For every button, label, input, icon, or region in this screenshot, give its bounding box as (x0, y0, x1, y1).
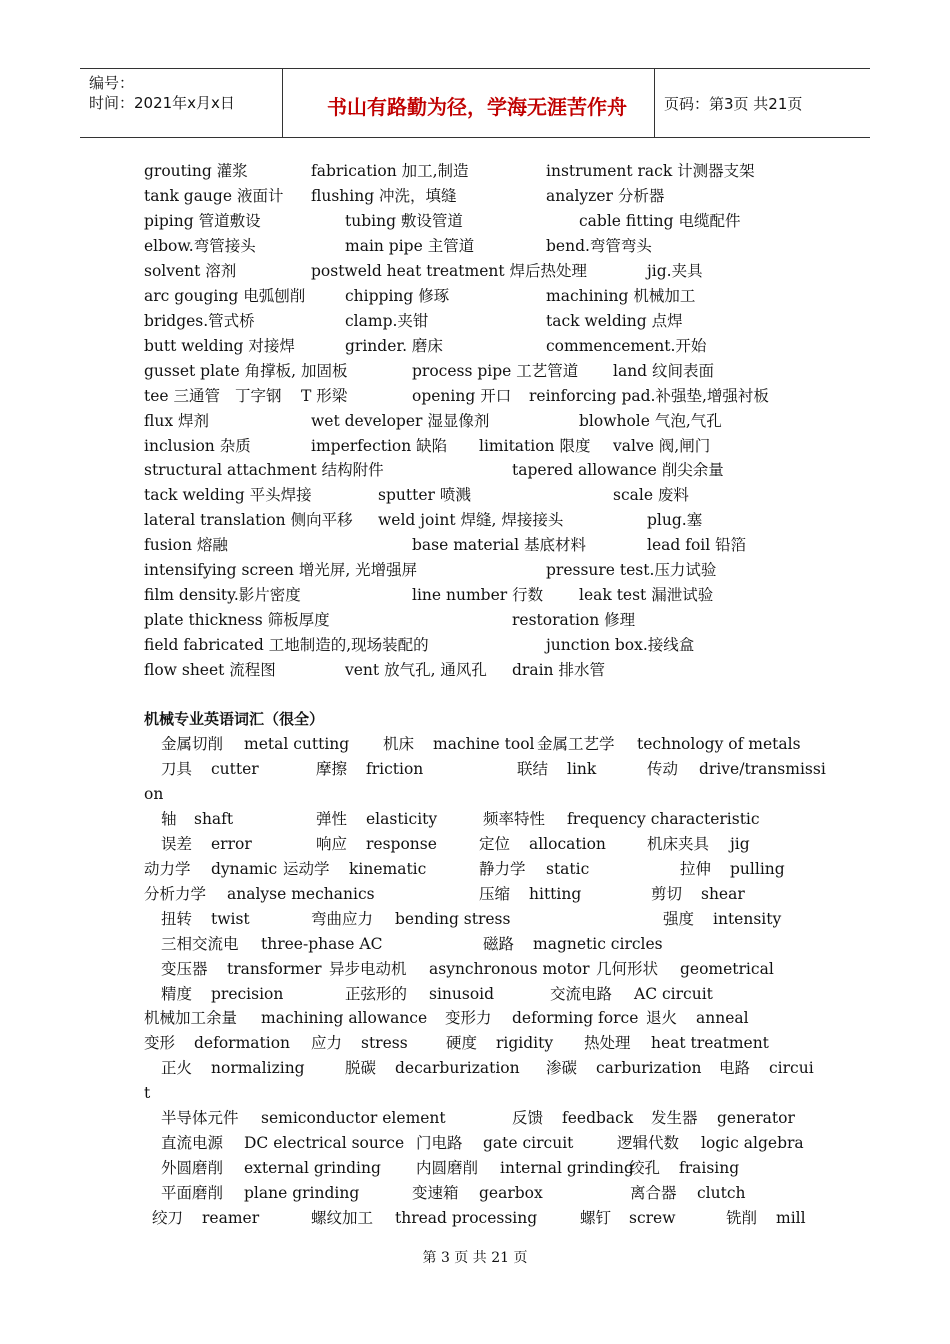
glossary-term: jig.夹具 (647, 262, 703, 280)
glossary-term: bending stress (395, 910, 511, 928)
glossary-term: 脱碳 (345, 1059, 377, 1077)
glossary-row (0, 508, 950, 532)
glossary-term: 螺钉 (580, 1209, 612, 1227)
glossary-term: 门电路 (416, 1134, 463, 1152)
glossary-term: wet developer 湿显像剂 (311, 412, 490, 430)
glossary-row (0, 234, 950, 258)
glossary-term: 绞刀 (152, 1209, 184, 1227)
glossary-term: hitting (529, 885, 582, 903)
glossary-term: stress (361, 1034, 408, 1052)
glossary-term: reinforcing pad.补强垫,增强衬板 (529, 387, 769, 405)
glossary-row (0, 409, 950, 433)
glossary-term: sputter 喷溅 (378, 486, 471, 504)
glossary-term: postweld heat treatment 焊后热处理 (311, 262, 588, 280)
glossary-term: tank gauge 液面计 (144, 187, 284, 205)
glossary-term: piping 管道敷设 (144, 212, 261, 230)
glossary-term: commencement.开始 (546, 337, 707, 355)
glossary-term: t (144, 1084, 151, 1102)
glossary-term: 分析力学 (144, 885, 207, 903)
glossary-term: technology of metals (637, 735, 801, 753)
glossary-term: limitation 限度 (479, 437, 591, 455)
section-title: 机械专业英语词汇（很全） (144, 710, 325, 728)
glossary-term: 变压器 (161, 960, 208, 978)
glossary-term: kinematic (349, 860, 427, 878)
glossary-term: 动力学 (144, 860, 191, 878)
glossary-term: 强度 (663, 910, 695, 928)
glossary-row (0, 334, 950, 358)
glossary-term: 机床夹具 (647, 835, 710, 853)
glossary-term: 反馈 (512, 1109, 544, 1127)
glossary-term: twist (211, 910, 250, 928)
glossary-term: external grinding (244, 1159, 381, 1177)
glossary-term: 内圆磨削 (416, 1159, 479, 1177)
glossary-term: butt welding 对接焊 (144, 337, 295, 355)
glossary-term: 弹性 (316, 810, 348, 828)
glossary-term: 退火 (646, 1009, 678, 1027)
page-footer: 第 3 页 共 21 页 (422, 1250, 528, 1266)
glossary-term: 金属工艺学 (537, 735, 615, 753)
glossary-term: 三相交流电 (161, 935, 239, 953)
glossary-row (0, 1056, 950, 1080)
glossary-row (0, 957, 950, 981)
glossary-term: T 形梁 (301, 387, 348, 405)
glossary-term: normalizing (211, 1059, 305, 1077)
glossary-term: 压缩 (479, 885, 511, 903)
glossary-row (0, 633, 950, 657)
glossary-term: 半导体元件 (161, 1109, 239, 1127)
glossary-term: 铣削 (726, 1209, 758, 1227)
glossary-term: fabrication 加工,制造 (311, 162, 469, 180)
glossary-row (0, 533, 950, 557)
glossary-term: deforming force (512, 1009, 639, 1027)
glossary-term: geometrical (680, 960, 774, 978)
glossary-term: three-phase AC (261, 935, 383, 953)
glossary-term: analyzer 分析器 (546, 187, 665, 205)
glossary-term: film density.影片密度 (144, 586, 301, 604)
glossary-term: tapered allowance 削尖余量 (512, 461, 724, 479)
glossary-term: mill (776, 1209, 806, 1227)
glossary-term: process pipe 工艺管道 (412, 362, 579, 380)
glossary-term: fusion 熔融 (144, 536, 228, 554)
document-number: 编号： (89, 74, 135, 92)
glossary-term: grinder. 磨床 (345, 337, 443, 355)
glossary-term: 运动学 (283, 860, 330, 878)
glossary-term: analyse mechanics (227, 885, 375, 903)
glossary-row (0, 384, 950, 408)
glossary-term: static (546, 860, 590, 878)
glossary-term: junction box.接线盒 (546, 636, 695, 654)
glossary-term: logic algebra (701, 1134, 804, 1152)
glossary-term: weld joint 焊缝, 焊接接头 (378, 511, 564, 529)
glossary-term: response (366, 835, 437, 853)
glossary-term: gearbox (479, 1184, 543, 1202)
glossary-row (0, 458, 950, 482)
glossary-row (0, 1181, 950, 1205)
glossary-row (0, 608, 950, 632)
glossary-term: tack welding 点焊 (546, 312, 683, 330)
glossary-term: 几何形状 (596, 960, 659, 978)
glossary-term: magnetic circles (533, 935, 663, 953)
glossary-term: flow sheet 流程图 (144, 661, 276, 679)
glossary-term: 外圆磨削 (161, 1159, 224, 1177)
glossary-term: metal cutting (244, 735, 350, 753)
glossary-term: 离合器 (630, 1184, 677, 1202)
glossary-term: grouting 灌浆 (144, 162, 248, 180)
glossary-term: 机床 (383, 735, 415, 753)
glossary-term: 联结 (517, 760, 549, 778)
glossary-term: 电路 (719, 1059, 751, 1077)
glossary-row (0, 159, 950, 183)
glossary-term: 扭转 (161, 910, 193, 928)
glossary-term: flux 焊剂 (144, 412, 209, 430)
glossary-term: plate thickness 筛板厚度 (144, 611, 330, 629)
glossary-term: link (567, 760, 597, 778)
glossary-term: generator (717, 1109, 795, 1127)
glossary-row (0, 284, 950, 308)
glossary-term: 螺纹加工 (311, 1209, 374, 1227)
glossary-term: pressure test.压力试验 (546, 561, 717, 579)
glossary-term: 响应 (316, 835, 348, 853)
glossary-row (0, 1006, 950, 1030)
glossary-term: shear (701, 885, 745, 903)
glossary-row (0, 907, 950, 931)
glossary-term: elbow.弯管接头 (144, 237, 256, 255)
glossary-term: 定位 (479, 835, 511, 853)
glossary-term: inclusion 杂质 (144, 437, 251, 455)
glossary-term: anneal (696, 1009, 749, 1027)
glossary-term: blowhole 气泡,气孔 (579, 412, 722, 430)
glossary-row (0, 732, 950, 756)
glossary-term: 变速箱 (412, 1184, 459, 1202)
glossary-term: dynamic (211, 860, 278, 878)
glossary-row (0, 982, 950, 1006)
glossary-term: imperfection 缺陷 (311, 437, 448, 455)
glossary-term: vent 放气孔, 通风孔 (345, 661, 487, 679)
glossary-term: asynchronous motor (429, 960, 590, 978)
glossary-row (0, 558, 950, 582)
glossary-term: drain 排水管 (512, 661, 605, 679)
glossary-term: restoration 修理 (512, 611, 636, 629)
glossary-term: deformation (194, 1034, 291, 1052)
glossary-term: machining allowance (261, 1009, 428, 1027)
glossary-term: base material 基底材料 (412, 536, 587, 554)
glossary-row (0, 932, 950, 956)
glossary-term: machine tool (433, 735, 535, 753)
glossary-term: 直流电源 (161, 1134, 224, 1152)
document-date: 时间：2021年x月x日 (89, 94, 235, 112)
glossary-row (0, 209, 950, 233)
glossary-term: 刀具 (161, 760, 193, 778)
glossary-term: chipping 修琢 (345, 287, 450, 305)
glossary-term: 渗碳 (546, 1059, 578, 1077)
glossary-term: flushing 冲洗，填缝 (311, 187, 457, 205)
glossary-row (0, 857, 950, 881)
glossary-term: sinusoid (429, 985, 495, 1003)
glossary-term: drive/transmissi (699, 760, 826, 778)
glossary-row (0, 1081, 950, 1105)
glossary-row (0, 1106, 950, 1130)
glossary-term: feedback (562, 1109, 634, 1127)
glossary-row (0, 1131, 950, 1155)
glossary-term: frequency characteristic (567, 810, 760, 828)
glossary-term: 拉伸 (680, 860, 712, 878)
glossary-term: screw (629, 1209, 676, 1227)
glossary-row (0, 807, 950, 831)
glossary-term: 静力学 (479, 860, 526, 878)
glossary-term: 正弦形的 (345, 985, 408, 1003)
glossary-term: pulling (730, 860, 785, 878)
glossary-term: 正火 (161, 1059, 193, 1077)
glossary-term: internal grinding (500, 1159, 634, 1177)
glossary-term: cable fitting 电缆配件 (579, 212, 741, 230)
glossary-term: 平面磨削 (161, 1184, 224, 1202)
glossary-term: intensity (713, 910, 782, 928)
glossary-term: thread processing (395, 1209, 538, 1227)
glossary-term: 剪切 (651, 885, 683, 903)
glossary-term: semiconductor element (261, 1109, 446, 1127)
glossary-row (0, 434, 950, 458)
glossary-term: 摩擦 (316, 760, 348, 778)
glossary-term: 机械加工余量 (144, 1009, 238, 1027)
glossary-term: 逻辑代数 (617, 1134, 680, 1152)
glossary-term: solvent 溶剂 (144, 262, 237, 280)
glossary-term: precision (211, 985, 284, 1003)
glossary-term: circui (769, 1059, 814, 1077)
glossary-term: cutter (211, 760, 259, 778)
glossary-term: shaft (194, 810, 234, 828)
glossary-term: DC electrical source (244, 1134, 405, 1152)
glossary-row (0, 782, 950, 806)
glossary-term: 绞孔 (629, 1159, 661, 1177)
glossary-term: 热处理 (584, 1034, 631, 1052)
glossary-term: leak test 漏泄试验 (579, 586, 714, 604)
glossary-term: bend.弯管弯头 (546, 237, 652, 255)
glossary-term: friction (366, 760, 424, 778)
glossary-term: 交流电路 (550, 985, 613, 1003)
glossary-term: 磁路 (483, 935, 515, 953)
header-motto: 书山有路勤为径，学海无涯苦作舟 (327, 95, 627, 119)
glossary-row (0, 1156, 950, 1180)
glossary-term: 金属切削 (161, 735, 224, 753)
glossary-row (0, 832, 950, 856)
glossary-row (0, 184, 950, 208)
glossary-term: gusset plate 角撑板, 加固板 (144, 362, 348, 380)
glossary-term: carburization (596, 1059, 702, 1077)
glossary-term: jig (730, 835, 750, 853)
header-page-number: 页码：第3页 共21页 (664, 95, 803, 113)
glossary-term: machining 机械加工 (546, 287, 696, 305)
glossary-term: 精度 (161, 985, 193, 1003)
glossary-term: tee 三通管 (144, 387, 221, 405)
glossary-term: 变形 (144, 1034, 176, 1052)
glossary-row (0, 309, 950, 333)
glossary-term: 变形力 (445, 1009, 492, 1027)
glossary-term: 传动 (647, 760, 679, 778)
glossary-term: lead foil 铅箔 (647, 536, 747, 554)
glossary-term: on (144, 785, 164, 803)
glossary-term: 应力 (311, 1034, 343, 1052)
glossary-term: valve 阀,闸门 (613, 437, 711, 455)
glossary-term: heat treatment (651, 1034, 769, 1052)
glossary-term: 误差 (161, 835, 193, 853)
glossary-term: clamp.夹钳 (345, 312, 429, 330)
glossary-term: arc gouging 电弧刨削 (144, 287, 306, 305)
glossary-term: scale 废料 (613, 486, 689, 504)
glossary-term: 发生器 (651, 1109, 698, 1127)
glossary-term: fraising (679, 1159, 740, 1177)
glossary-row (0, 1206, 950, 1230)
glossary-term: line number 行数 (412, 586, 544, 604)
glossary-term: plug.塞 (647, 511, 703, 529)
glossary-term: lateral translation 侧向平移 (144, 511, 353, 529)
glossary-row (0, 359, 950, 383)
glossary-term: instrument rack 计测器支架 (546, 162, 755, 180)
glossary-term: plane grinding (244, 1184, 360, 1202)
glossary-row (0, 882, 950, 906)
glossary-row (0, 483, 950, 507)
glossary-term: error (211, 835, 252, 853)
glossary-term: AC circuit (634, 985, 713, 1003)
glossary-term: rigidity (496, 1034, 554, 1052)
glossary-term: allocation (529, 835, 606, 853)
glossary-term: 轴 (161, 810, 177, 828)
glossary-term: 频率特性 (483, 810, 546, 828)
glossary-term: 弯曲应力 (311, 910, 374, 928)
glossary-term: decarburization (395, 1059, 520, 1077)
glossary-term: tubing 敷设管道 (345, 212, 463, 230)
glossary-term: structural attachment 结构附件 (144, 461, 384, 479)
glossary-term: clutch (697, 1184, 746, 1202)
glossary-term: field fabricated 工地制造的,现场装配的 (144, 636, 429, 654)
glossary-term: land 纹间表面 (613, 362, 715, 380)
glossary-term: 硬度 (446, 1034, 478, 1052)
glossary-row (0, 259, 950, 283)
glossary-term: transformer (227, 960, 322, 978)
glossary-term: elasticity (366, 810, 438, 828)
glossary-term: 异步电动机 (329, 960, 407, 978)
glossary-term: 丁字钢 (235, 387, 282, 405)
glossary-term: reamer (202, 1209, 260, 1227)
glossary-term: opening 开口 (412, 387, 512, 405)
glossary-term: gate circuit (483, 1134, 574, 1152)
glossary-term: intensifying screen 增光屏, 光增强屏 (144, 561, 418, 579)
glossary-row (0, 1031, 950, 1055)
glossary-row (0, 757, 950, 781)
glossary-term: bridges.管式桥 (144, 312, 255, 330)
glossary-term: main pipe 主管道 (345, 237, 475, 255)
glossary-row (0, 658, 950, 682)
glossary-row (0, 583, 950, 607)
glossary-term: tack welding 平头焊接 (144, 486, 312, 504)
